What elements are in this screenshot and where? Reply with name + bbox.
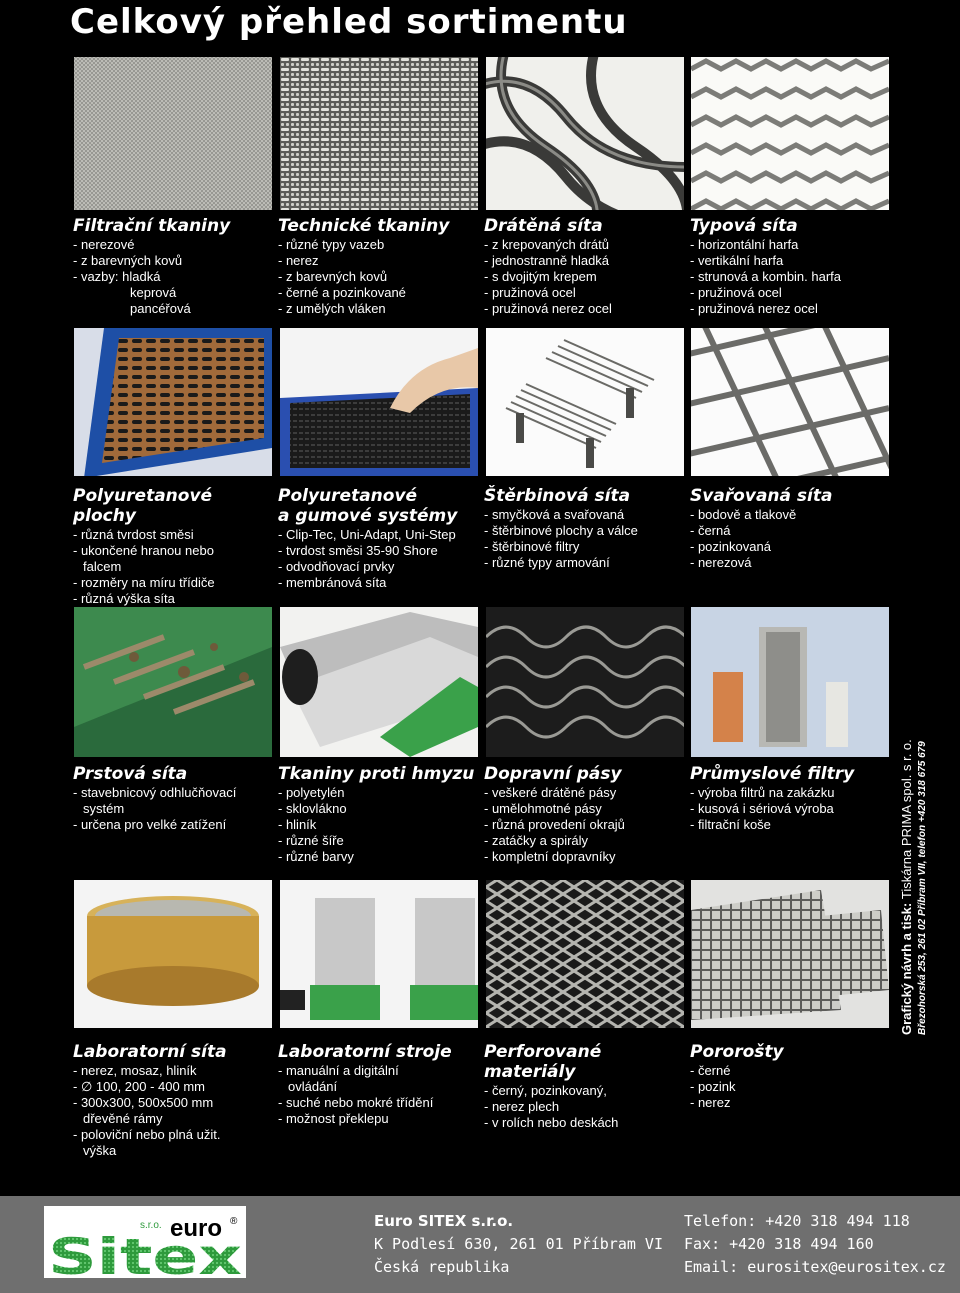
product-item: - pružinová ocel xyxy=(690,285,782,300)
product-item: - různá tvrdost směsi xyxy=(73,527,194,542)
product-item: - pružinová ocel xyxy=(484,285,576,300)
product-polyurethane-panels xyxy=(73,486,271,607)
product-heading: Prstová síta xyxy=(73,764,188,784)
product-item: - nerez xyxy=(278,253,319,268)
product-heading: a gumové systémy xyxy=(278,506,458,526)
product-technical-cloth xyxy=(278,216,476,317)
product-heading: materiály xyxy=(484,1062,576,1082)
finger-screen-photo xyxy=(74,607,272,757)
product-item: - nerez xyxy=(690,1095,731,1110)
product-heading: Dopravní pásy xyxy=(484,764,622,784)
conveyor-belt-photo xyxy=(486,607,684,757)
product-item: - umělohmotné pásy xyxy=(484,801,602,816)
product-item: - nerezové xyxy=(73,237,135,252)
product-heading: Typová síta xyxy=(690,216,798,236)
product-item: - určena pro velké zatížení xyxy=(73,817,227,832)
product-item: - černá xyxy=(690,523,731,538)
insect-screen-photo xyxy=(280,607,478,757)
product-slot-screen xyxy=(484,486,682,571)
product-laboratory-sieves xyxy=(73,1042,271,1159)
product-item: pancéřová xyxy=(130,301,191,316)
product-heading: plochy xyxy=(73,506,136,526)
laboratory-machine-photo xyxy=(280,880,478,1028)
page-title: Celkový přehled sortimentu xyxy=(70,2,628,42)
product-item: - manuální a digitální xyxy=(278,1063,399,1078)
email-link[interactable]: Email: eurositex@eurositex.cz xyxy=(684,1258,946,1276)
fax: Fax: +420 318 494 160 xyxy=(684,1235,874,1253)
product-heading: Filtrační tkaniny xyxy=(73,216,231,236)
product-item: - různé barvy xyxy=(278,849,354,864)
product-heading: Laboratorní síta xyxy=(73,1042,227,1062)
product-item: - kompletní dopravníky xyxy=(484,849,616,864)
product-item: - horizontální harfa xyxy=(690,237,799,252)
product-item: - sklovlákno xyxy=(278,801,347,816)
harp-screen-photo xyxy=(691,57,889,210)
product-heading: Tkaniny proti hmyzu xyxy=(278,764,475,784)
filter-cloth-photo xyxy=(74,57,272,210)
product-item: - strunová a kombin. harfa xyxy=(690,269,842,284)
rubber-system-photo xyxy=(280,328,478,476)
address-line: K Podlesí 630, 261 01 Příbram VI xyxy=(374,1235,663,1253)
product-item: - suché nebo mokré třídění xyxy=(278,1095,434,1110)
product-item: - ∅ 100, 200 - 400 mm xyxy=(73,1079,205,1094)
company-address xyxy=(374,1210,663,1279)
product-item: - různé typy vazeb xyxy=(278,237,385,252)
product-item: - různá provedení okrajů xyxy=(484,817,625,832)
product-gratings xyxy=(690,1042,888,1111)
credit-printer: Tiskárna PRIMA spol. s r. o. xyxy=(899,739,914,900)
product-heading: Perforované xyxy=(484,1042,602,1062)
product-item: - ukončené hranou nebo xyxy=(73,543,214,558)
product-welded-mesh xyxy=(690,486,888,571)
product-item: - zatáčky a spirály xyxy=(484,833,589,848)
product-perforated-materials xyxy=(484,1042,682,1131)
slot-screen-photo xyxy=(486,328,684,476)
product-harp-screen xyxy=(690,216,888,317)
company-name: Euro SITEX s.r.o. xyxy=(374,1212,514,1230)
product-item: - černé a pozinkované xyxy=(278,285,406,300)
product-item: - vertikální harfa xyxy=(690,253,784,268)
product-item: - nerez plech xyxy=(484,1099,560,1114)
product-item: - smyčková a svařovaná xyxy=(484,507,625,522)
grating-photo xyxy=(691,880,889,1028)
product-wire-mesh xyxy=(484,216,682,317)
product-item: - z barevných kovů xyxy=(73,253,183,268)
product-item: - černý, pozinkovaný, xyxy=(484,1083,607,1098)
product-item: - stavebnicový odhlučňovací xyxy=(73,785,237,800)
company-contact xyxy=(684,1210,946,1279)
product-item: - filtrační koše xyxy=(690,817,771,832)
logo-euro: euro xyxy=(170,1215,223,1242)
product-industrial-filters xyxy=(690,764,888,833)
product-laboratory-machines xyxy=(278,1042,476,1127)
product-item: systém xyxy=(83,801,125,816)
logo-reg: ® xyxy=(230,1216,238,1227)
logo-sro: s.r.o. xyxy=(140,1220,162,1231)
product-insect-screen xyxy=(278,764,476,865)
industrial-filter-photo xyxy=(691,607,889,757)
product-item: - štěrbinové plochy a válce xyxy=(484,523,638,538)
product-item: - výroba filtrů na zakázku xyxy=(690,785,835,800)
address-country: Česká republika xyxy=(374,1258,510,1276)
product-item: - nerez, mosaz, hliník xyxy=(73,1063,197,1078)
product-heading: Laboratorní stroje xyxy=(278,1042,452,1062)
credit-address: Březohorská 253, 261 02 Příbram VII, telefon +420 318 675 679 xyxy=(917,741,928,1035)
product-item: - z krepovaných drátů xyxy=(484,237,610,252)
print-credit xyxy=(898,690,938,1035)
product-item: - pozink xyxy=(690,1079,736,1094)
eurositex-logo xyxy=(44,1206,246,1278)
product-item: - tvrdost směsi 35-90 Shore xyxy=(278,543,438,558)
product-item: - možnost překlepu xyxy=(278,1111,389,1126)
product-item: - pružinová nerez ocel xyxy=(690,301,818,316)
product-heading: Štěrbinová síta xyxy=(484,486,631,506)
product-item: - nerezová xyxy=(690,555,752,570)
product-heading: Průmyslové filtry xyxy=(690,764,855,784)
product-item: - Clip-Tec, Uni-Adapt, Uni-Step xyxy=(278,527,456,542)
product-heading: Technické tkaniny xyxy=(278,216,450,236)
product-item: - jednostranně hladká xyxy=(484,253,610,268)
product-item: - poloviční nebo plná užit. xyxy=(73,1127,221,1142)
product-item: - bodově a tlakově xyxy=(690,507,797,522)
product-heading: Pororošty xyxy=(690,1042,784,1062)
product-heading: Drátěná síta xyxy=(484,216,603,236)
welded-mesh-photo xyxy=(691,328,889,476)
product-item: falcem xyxy=(83,559,122,574)
product-item: - pozinkovaná xyxy=(690,539,771,554)
product-item: - kusová i sériová výroba xyxy=(690,801,834,816)
credit-label: Grafický návrh a tisk: xyxy=(899,902,914,1035)
product-item: keprová xyxy=(130,285,177,300)
product-item: - hliník xyxy=(278,817,317,832)
product-item: - odvodňovací prvky xyxy=(278,559,395,574)
product-item: - rozměry na míru třídiče xyxy=(73,575,215,590)
product-item: - různé šíře xyxy=(278,833,344,848)
product-filter-cloth xyxy=(73,216,271,317)
product-item: - polyetylén xyxy=(278,785,345,800)
product-finger-screen xyxy=(73,764,271,833)
product-item: - pružinová nerez ocel xyxy=(484,301,612,316)
product-heading: Polyuretanové xyxy=(73,486,213,506)
product-item: - veškeré drátěné pásy xyxy=(484,785,617,800)
perforated-material-photo xyxy=(486,880,684,1028)
product-item: výška xyxy=(83,1143,117,1158)
laboratory-sieve-photo xyxy=(74,880,272,1028)
product-heading: Polyuretanové xyxy=(278,486,418,506)
product-item: - štěrbinové filtry xyxy=(484,539,580,554)
product-conveyor-belt xyxy=(484,764,682,865)
phone: Telefon: +420 318 494 118 xyxy=(684,1212,910,1230)
product-heading: Svařovaná síta xyxy=(690,486,833,506)
technical-cloth-photo xyxy=(280,57,478,210)
polyurethane-panel-photo xyxy=(74,328,272,476)
product-item: - 300x300, 500x500 mm xyxy=(73,1095,214,1110)
product-item: - černé xyxy=(690,1063,731,1078)
wire-mesh-photo xyxy=(486,57,684,210)
logo-sitex: Sitex xyxy=(48,1228,242,1278)
product-item: - z barevných kovů xyxy=(278,269,388,284)
product-item: dřevěné rámy xyxy=(83,1111,163,1126)
product-item: - různé typy armování xyxy=(484,555,610,570)
product-item: - z umělých vláken xyxy=(278,301,386,316)
product-item: - s dvojitým krepem xyxy=(484,269,597,284)
product-item: ovládání xyxy=(288,1079,338,1094)
product-item: - membránová síta xyxy=(278,575,387,590)
product-item: - v rolích nebo deskách xyxy=(484,1115,619,1130)
product-item: - vazby: hladká xyxy=(73,269,161,284)
product-item: - různá výška síta xyxy=(73,591,175,606)
product-rubber-systems xyxy=(278,486,476,591)
